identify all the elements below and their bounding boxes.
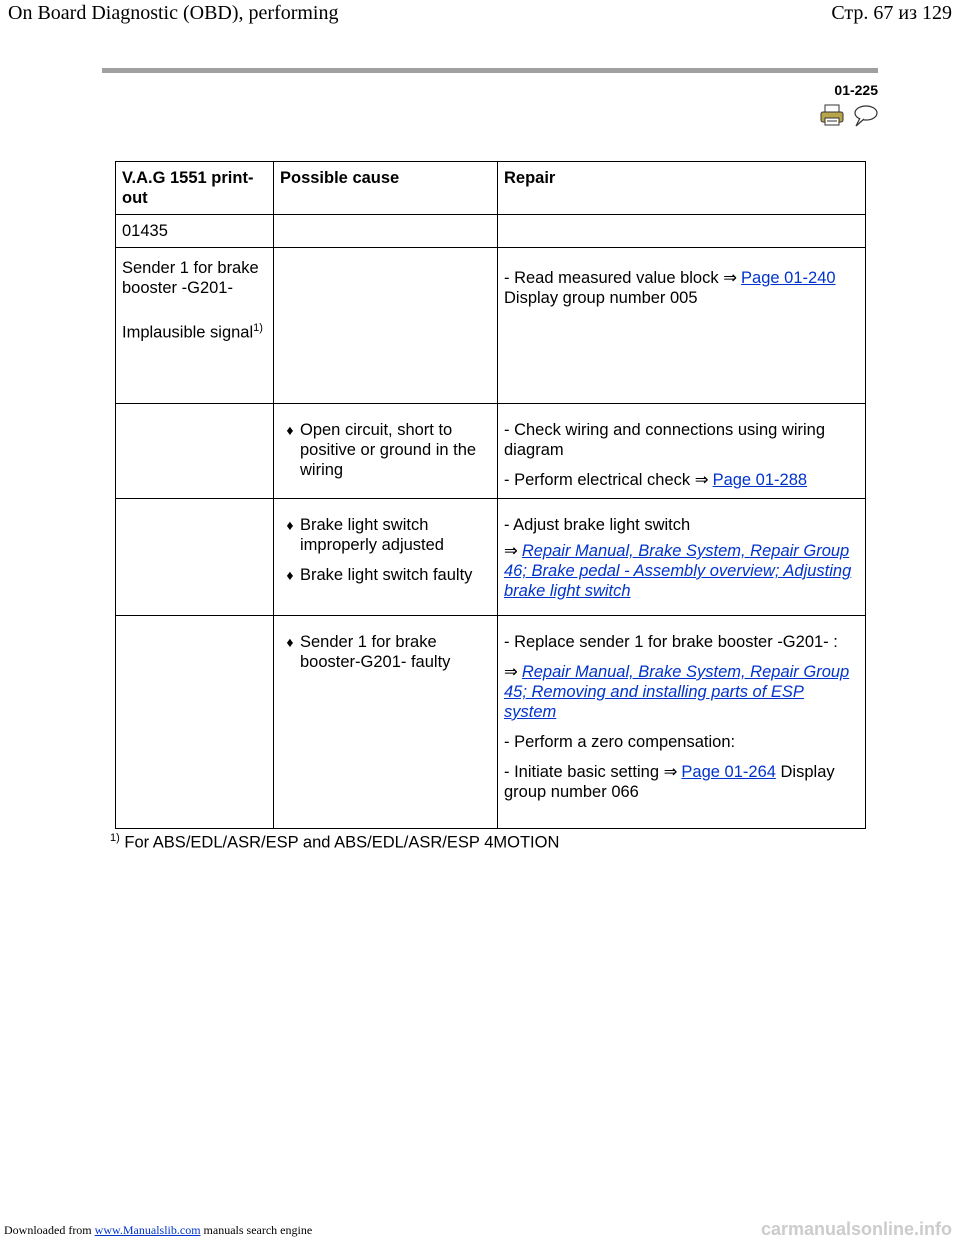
repair-adjust-switch: - Adjust brake light switch [504,516,691,534]
manual-link[interactable]: Repair Manual, Brake System, Repair Group 45; Removing and installing parts of ESP system [504,663,850,721]
footnote-text: For ABS/EDL/ASR/ESP and ABS/EDL/ASR/ESP 4MOTION [124,833,560,852]
col-header-repair: Repair [498,162,866,215]
diagnostic-table [115,161,866,829]
table-row [116,404,866,499]
page-link[interactable]: Page 01-288 [712,471,808,489]
page-link[interactable]: Page 01-240 [741,269,836,287]
fault-type: Implausible signal$^{1)}$ [122,322,263,342]
table-row [116,215,866,248]
diamond-bullet-icon: ♦ [286,517,294,533]
table-row [116,616,866,829]
repair-zero-compensation: - Perform a zero compensation: [504,733,736,751]
header-page-count: Стр. 67 из 129 [831,2,952,24]
speech-bubble-icon[interactable] [852,104,878,128]
repair-check-wiring: - Check wiring and connections using wiring diagram [504,421,825,459]
repair-read-block: - Read measured value block ⇒ Page 01-240 Display group number 005 [504,269,836,307]
repair-electrical-check: - Perform electrical check ⇒ Page 01-288 [504,471,808,489]
fault-code: 01435 [116,215,274,248]
fault-name: Sender 1 for brake booster -G201- [122,259,259,297]
header-title: On Board Diagnostic (OBD), performing [8,2,339,24]
diamond-bullet-icon: ♦ [286,422,294,438]
table-row [116,248,866,404]
repair-replace-sender: - Replace sender 1 for brake booster -G201- : [504,633,838,651]
page-link[interactable]: Page 01-264 [681,763,776,781]
footnote-mark: 1) [110,832,120,844]
footer-watermark: carmanualsonline.info [760,1219,952,1239]
repair-manual-ref: ⇒ Repair Manual, Brake System, Repair Group 46; Brake pedal - Assembly overview; Adjusting brake light switch [504,542,852,600]
repair-basic-setting: - Initiate basic setting ⇒ Page 01-264 Display group number 066 [504,763,835,801]
cause-item: ♦ Sender 1 for brake booster-G201- faulty [280,632,492,672]
footer-download-note: Downloaded from www.Manualslib.com manuals search engine [4,1223,313,1237]
header-rule [102,68,878,73]
cause-item: ♦ Brake light switch faulty [280,565,492,585]
table-row [116,499,866,616]
diamond-bullet-icon: ♦ [286,634,294,650]
col-header-cause: Possible cause [274,162,498,215]
footnote [110,832,559,853]
cause-item: ♦ Open circuit, short to positive or ground in the wiring [280,420,492,480]
page-code: 01-225 [834,82,878,98]
footnote-ref: 1) [253,322,263,334]
diamond-bullet-icon: ♦ [286,567,294,583]
manualslib-link[interactable]: www.Manualslib.com [94,1223,201,1237]
toolbar-icons [820,104,878,128]
col-header-printout: V.A.G 1551 print-out [116,162,274,215]
printer-icon[interactable] [820,104,844,126]
manual-link[interactable]: Repair Manual, Brake System, Repair Group 46; Brake pedal - Assembly overview; Adjusting brake light switch [504,542,852,600]
table-header-row [116,162,866,215]
repair-manual-ref: ⇒ Repair Manual, Brake System, Repair Group 45; Removing and installing parts of ESP system [504,663,850,721]
cause-item: ♦ Brake light switch improperly adjusted [280,515,492,555]
